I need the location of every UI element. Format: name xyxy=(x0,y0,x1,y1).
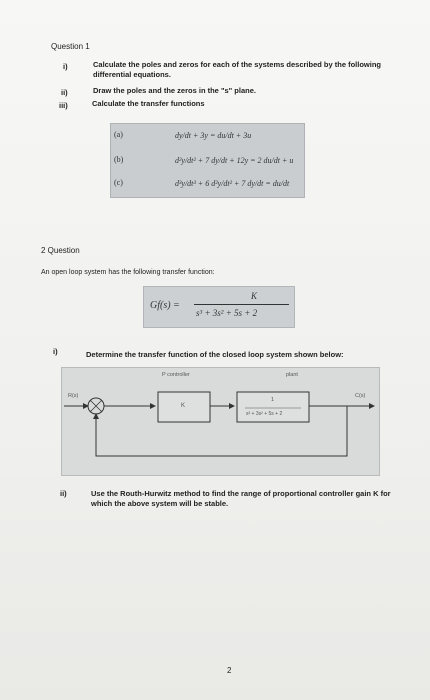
equation-a-row xyxy=(111,126,304,148)
tf-fraction-bar xyxy=(194,304,289,305)
plant-denominator: s³ + 3s² + 5s + 2 xyxy=(246,411,283,417)
q2-part-ii-text: Use the Routh-Hurwitz method to find the range of proportional controller gain K for which the above system will be stable. xyxy=(91,489,391,508)
plant-label: plant xyxy=(286,372,298,378)
input-label: R(s) xyxy=(68,393,79,399)
tf-denominator: s³ + 3s² + 5s + 2 xyxy=(196,308,258,318)
q1-item-ii-text: Draw the poles and the zeros in the "s" plane. xyxy=(93,86,256,95)
equation-b-label: (b) xyxy=(114,155,124,164)
block-diagram-svg xyxy=(62,368,379,475)
equation-c: d³y/dt³ + 6 d²y/dt² + 7 dy/dt = du/dt xyxy=(175,179,290,188)
equation-a: dy/dt + 3y = du/dt + 3u xyxy=(175,131,252,140)
controller-label: P controller xyxy=(162,372,190,378)
tf-lhs: Gf(s) = xyxy=(150,300,180,311)
page-number: 2 xyxy=(227,666,232,675)
question-2-intro: An open loop system has the following transfer function: xyxy=(41,269,215,276)
q2-part-i-number: i) xyxy=(53,347,58,356)
differential-equations-box xyxy=(110,123,305,198)
plant-numerator: 1 xyxy=(271,397,275,403)
q2-part-i-text: Determine the transfer function of the closed loop system shown below: xyxy=(86,350,344,359)
equation-c-label: (c) xyxy=(114,178,123,187)
equation-c-row xyxy=(111,174,304,196)
tf-numerator: K xyxy=(250,291,257,301)
q1-item-ii-number: ii) xyxy=(61,88,68,97)
equation-b-row xyxy=(111,151,304,173)
closed-loop-block-diagram xyxy=(61,367,380,476)
question-2-title: 2 Question xyxy=(41,246,80,255)
open-loop-transfer-function-box xyxy=(143,286,295,328)
controller-gain: K xyxy=(181,403,186,409)
question-1-title: Question 1 xyxy=(51,42,90,51)
q1-item-iii-number: iii) xyxy=(59,101,68,110)
q1-item-i-text: Calculate the poles and zeros for each of the systems described by the following differential equations. xyxy=(93,60,381,79)
equation-a-label: (a) xyxy=(114,130,123,139)
q1-item-iii-text: Calculate the transfer functions xyxy=(92,99,205,108)
equation-b: d²y/dt² + 7 dy/dt + 12y = 2 du/dt + u xyxy=(175,156,294,165)
q2-part-ii-number: ii) xyxy=(60,489,67,498)
q1-item-i-number: i) xyxy=(63,62,68,71)
output-label: C(s) xyxy=(355,393,366,399)
